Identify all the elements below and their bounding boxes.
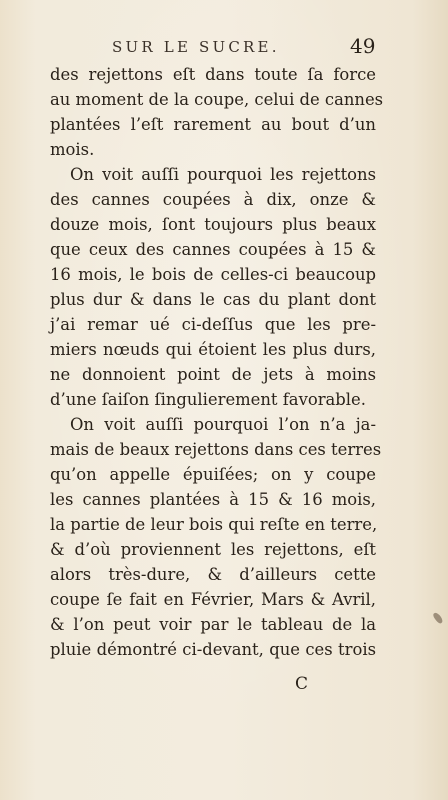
text-line: des cannes coupées à dix, onze &: [50, 190, 376, 209]
text-line: des rejettons eſt dans toute ſa force: [50, 65, 376, 84]
text-line: miers nœuds qui étoient les plus durs,: [50, 340, 376, 359]
text-line: d’une ſaiſon ſingulierement favorable.: [50, 390, 366, 409]
text-line: que ceux des cannes coupées à 15 &: [50, 240, 376, 259]
text-line: 16 mois, le bois de celles-ci beaucoup: [50, 265, 376, 284]
running-title: SUR LE SUCRE.: [112, 38, 280, 56]
text-line: qu’on appelle épuiſées; on y coupe: [50, 465, 376, 484]
text-line: la partie de leur bois qui reſte en terre,: [50, 515, 378, 534]
page-number: 49: [350, 34, 376, 58]
text-line: plantées l’eſt rarement au bout d’un: [50, 115, 376, 134]
text-line: coupe ſe fait en Février, Mars & Avril,: [50, 590, 376, 609]
text-line: & d’où proviennent les rejettons, eſt: [50, 540, 376, 559]
text-line: ne donnoient point de jets à moins: [50, 365, 376, 384]
text-line: j’ai remar ué ci-deſſus que les pre-: [50, 315, 376, 334]
text-line: mais de beaux rejettons dans ces terres: [50, 440, 382, 459]
text-line: & l’on peut voir par le tableau de la: [50, 615, 376, 634]
text-line: les cannes plantées à 15 & 16 mois,: [50, 490, 376, 509]
signature-mark: C: [295, 674, 309, 694]
text-line: On voit auſſi pourquoi les rejettons: [70, 165, 376, 184]
text-line: mois.: [50, 140, 95, 159]
running-head: [0, 34, 448, 62]
text-line: pluie démontré ci-devant, que ces trois: [50, 640, 376, 659]
text-line: au moment de la coupe, celui de cannes: [50, 90, 384, 109]
text-line: plus dur & dans le cas du plant dont: [50, 290, 376, 309]
text-line: douze mois, ſont toujours plus beaux: [50, 215, 376, 234]
text-line: alors très-dure, & d’ailleurs cette: [50, 565, 376, 584]
text-line: On voit auſſi pourquoi l’on n’a ja-: [70, 415, 376, 434]
body-text: [50, 62, 384, 662]
paper-blemish: [432, 611, 444, 624]
